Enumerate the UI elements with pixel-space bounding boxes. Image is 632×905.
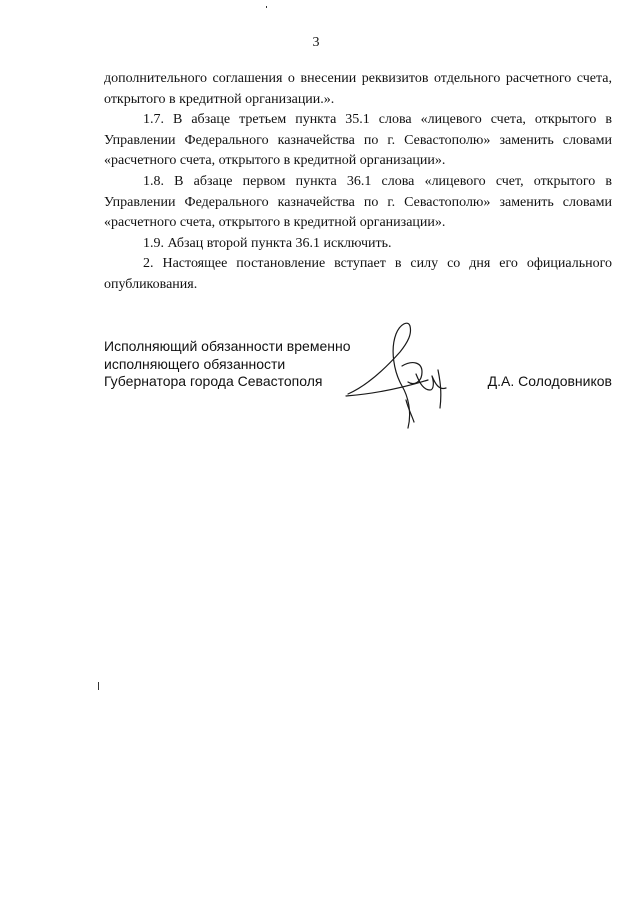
paragraph-1-8: 1.8. В абзаце первом пункта 36.1 слова «лицевого счет, открытого в Управлении Федерального казначейства по г. Севастополю» заменить словами «расчетного счета, открытого в кредитной организации».	[104, 173, 612, 231]
handwritten-signature	[342, 316, 462, 436]
page-number: 3	[312, 35, 320, 50]
signer-title-line: исполняющего обязанности	[104, 355, 286, 372]
signer-title-line: Исполняющий обязанности временно	[104, 338, 351, 354]
scan-speck	[266, 6, 267, 8]
signer-title-line: Губернатора города Севастополя	[104, 373, 323, 389]
scan-speck	[98, 682, 99, 690]
paragraph-1-7: 1.7. В абзаце третьем пункта 35.1 слова «лицевого счета, открытого в Управлении Федерального казначейства по г. Севастополю» заменить словами «расчетного счета, открытого в кредитной организации».	[104, 112, 612, 169]
paragraph-2: 2. Настоящее постановление вступает в силу со дня его официального опубликования.	[104, 256, 612, 292]
signer-name: Д.А. Солодовников	[487, 373, 612, 389]
signer-title	[104, 338, 364, 391]
paragraph-continuation: дополнительного соглашения о внесении реквизитов отдельного расчетного счета, открытого в кредитной организации.».	[104, 71, 612, 107]
paragraph-1-9: 1.9. Абзац второй пункта 36.1 исключить.	[143, 235, 392, 251]
document-body	[104, 69, 612, 296]
signature-block	[104, 338, 612, 448]
